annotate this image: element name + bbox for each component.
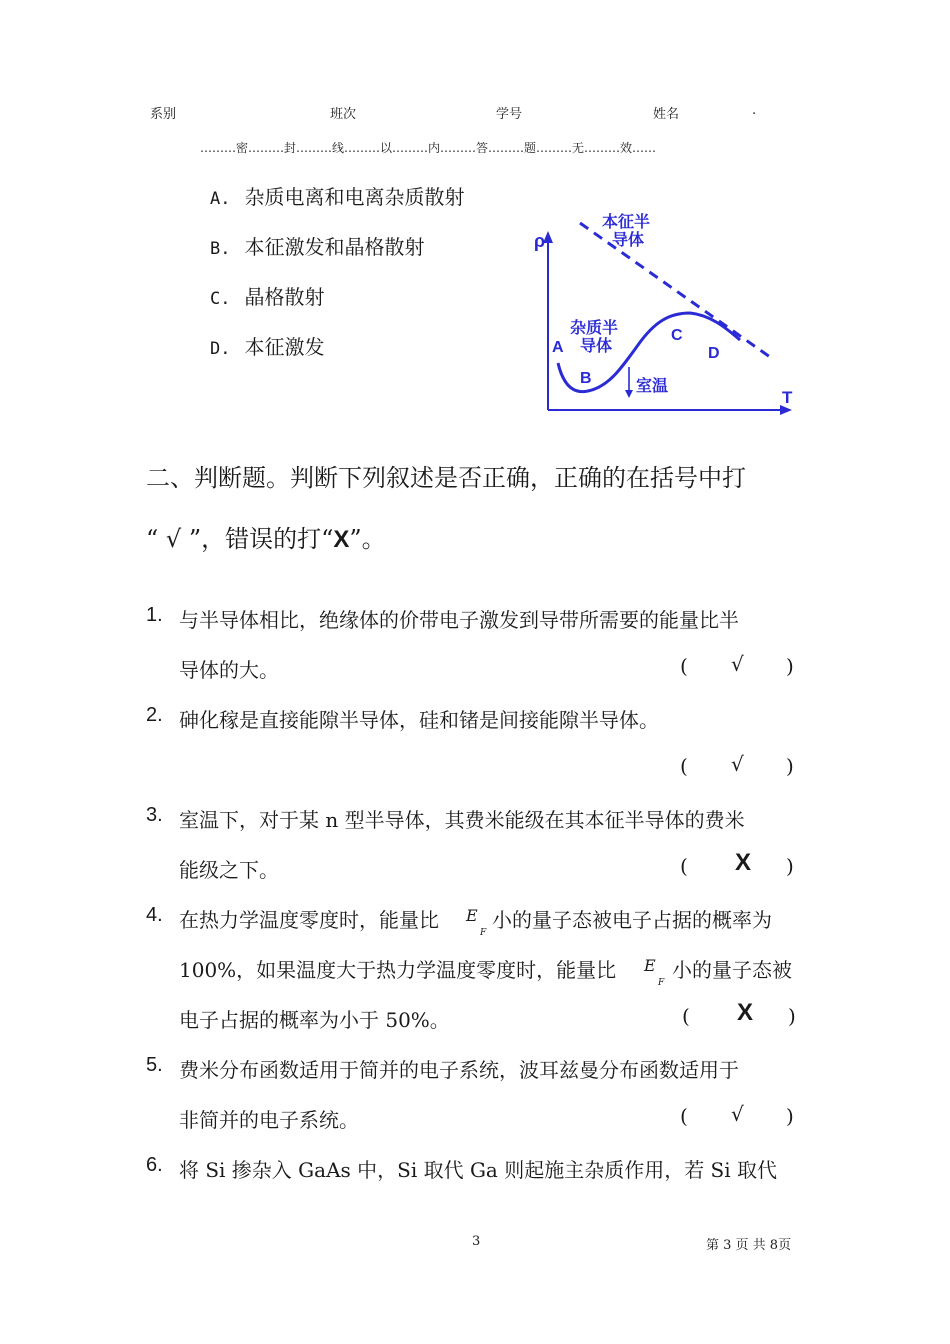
q4-ef-subscript-2: F (658, 978, 665, 988)
q2-answer-check: √ (731, 752, 744, 776)
intrinsic-label-line1: 本征半 (602, 214, 651, 231)
q4-ef-subscript-1: F (480, 928, 487, 938)
q6-line1: 将 Si 掺杂入 GaAs 中，Si 取代 Ga 则起施主杂质作用，若 Si 取代 (179, 1158, 778, 1182)
header-dot: . (752, 103, 757, 118)
q5-line2: 非简并的电子系统。 (179, 1108, 359, 1132)
header-dept: 系别 (150, 107, 177, 122)
section-line2-b: ”。 (349, 525, 386, 553)
q2-paren-close: ) (786, 754, 794, 778)
q3-answer-cross: X (735, 849, 752, 876)
q4-line3: 电子占据的概率为小于 50%。 (179, 1008, 450, 1032)
q1-line1: 与半导体相比，绝缘体的价带电子激发到导带所需要的能量比半 (179, 608, 739, 632)
q3-line1: 室温下，对于某 n 型半导体，其费米能级在其本征半导体的费米 (179, 808, 745, 832)
q1-paren-close: ) (786, 654, 794, 678)
q1-paren-open: ( (680, 654, 688, 678)
q5-paren-open: ( (680, 1104, 688, 1128)
option-key: B. (210, 239, 231, 259)
q3-paren-open: ( (680, 854, 688, 878)
q5-line1: 费米分布函数适用于简并的电子系统，波耳兹曼分布函数适用于 (179, 1058, 739, 1082)
option-key: C. (210, 289, 231, 309)
option-text: 晶格散射 (244, 285, 325, 309)
point-b-label: B (580, 370, 592, 387)
q4-answer-cross: X (737, 999, 754, 1026)
point-c-label: C (671, 327, 683, 344)
extrinsic-label-line1: 杂质半 (570, 320, 619, 337)
option-b (210, 231, 424, 260)
option-a (210, 181, 464, 210)
q6-number: 6. (146, 1154, 163, 1176)
intrinsic-label-line2: 导体 (612, 232, 645, 249)
q3-line2: 能级之下。 (179, 858, 279, 882)
header-class: 班次 (330, 107, 357, 122)
q5-number: 5. (146, 1054, 163, 1076)
q3-paren-close: ) (786, 854, 794, 878)
resistivity-temperature-diagram (530, 205, 805, 420)
q1-number: 1. (146, 604, 163, 626)
q1-line2: 导体的大。 (179, 658, 279, 682)
room-temp-arrowhead (625, 390, 633, 398)
footer-page-info: 第 3 页 共 8页 (706, 1238, 792, 1253)
seal-line: ………密………封………线………以………内………答………题………无………效…… (200, 141, 657, 155)
header-name: 姓名 (653, 107, 680, 122)
q4-ef-symbol-2: E (644, 956, 656, 975)
q4-line1b: 小的量子态被电子占据的概率为 (492, 908, 772, 932)
point-a-label: A (552, 339, 564, 356)
option-text: 杂质电离和电离杂质散射 (244, 185, 465, 209)
q4-number: 4. (146, 904, 163, 926)
q2-line1: 砷化稼是直接能隙半导体，硅和锗是间接能隙半导体。 (179, 708, 659, 732)
x-axis-label: T (782, 388, 793, 407)
option-key: A. (210, 189, 231, 209)
option-c (210, 281, 324, 310)
room-temp-label: 室温 (636, 378, 669, 395)
q5-answer-check: √ (731, 1102, 744, 1126)
q5-paren-close: ) (786, 1104, 794, 1128)
footer-page-number: 3 (472, 1234, 481, 1249)
q4-paren-open: ( (682, 1004, 690, 1028)
option-key: D. (210, 339, 231, 359)
point-d-label: D (708, 345, 720, 362)
extrinsic-label-line2: 导体 (580, 338, 613, 355)
q4-line2a: 100%，如果温度大于热力学温度零度时，能量比 (179, 958, 617, 982)
section-line2-x: X (333, 526, 350, 553)
q4-ef-symbol-1: E (466, 906, 478, 925)
header-student-id: 学号 (496, 107, 523, 122)
q2-number: 2. (146, 704, 163, 726)
option-text: 本征激发和晶格散射 (244, 235, 425, 259)
section-heading-line1: 二、判断题。判断下列叙述是否正确，正确的在括号中打 (146, 464, 746, 492)
q4-paren-close: ) (788, 1004, 796, 1028)
q3-number: 3. (146, 804, 163, 826)
section-line2-a: “ √ ”，错误的打“ (146, 525, 334, 553)
y-axis-label: ρ (534, 231, 546, 251)
option-text: 本征激发 (244, 335, 325, 359)
option-d (210, 331, 324, 360)
q2-paren-open: ( (680, 754, 688, 778)
section-heading-line2 (146, 519, 386, 554)
q4-line1a: 在热力学温度零度时，能量比 (179, 908, 439, 932)
q4-line2b: 小的量子态被 (672, 958, 792, 982)
q1-answer-check: √ (731, 652, 744, 676)
